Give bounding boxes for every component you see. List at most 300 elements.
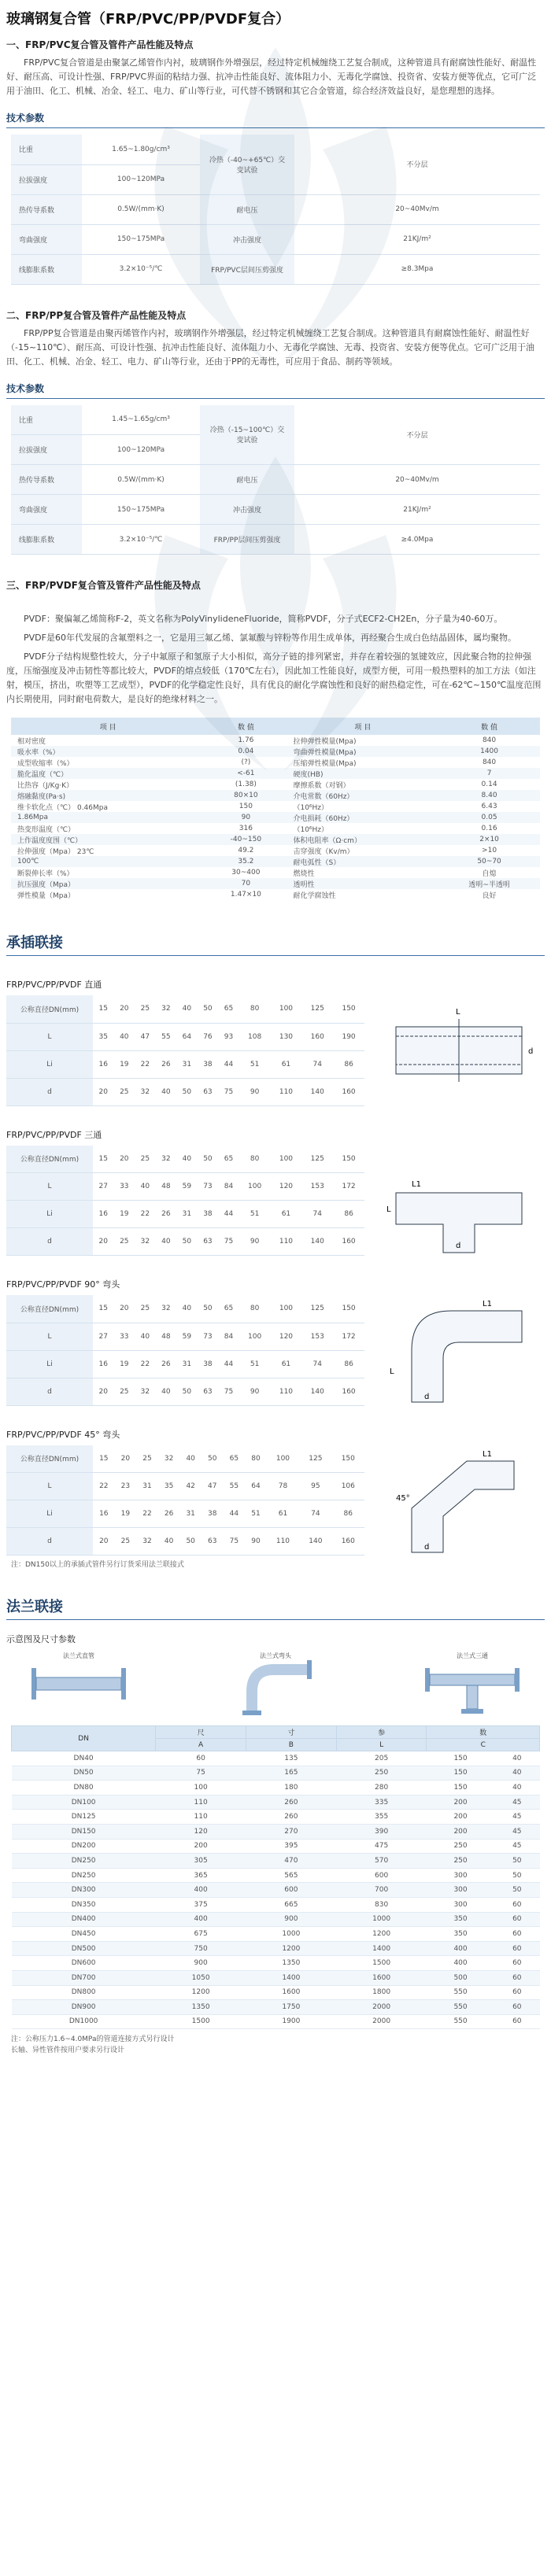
svg-text:L1: L1 [412, 1179, 421, 1189]
section-paragraph: PVDF分子结构规整性较大，分子中氟原子和氢原子大小相似，高分子链的排列紧密，并存在着较强的氢键效应，因此聚合物的拉伸强度，压缩强度及冲击韧性等都比较大，PVDF的熔点较低（170℃左右），因此加工性能良好，成型方便，可用一般热塑料的加工方法（如注射，模压，挤出，吹塑等工艺成型），PVDF的化学稳定性良好，具有优良的耐化学腐蚀性和良好的耐热稳定性，可在-62℃~150℃温度范围内长期使用，同时耐电荷数大，是良好的绝缘材料之一。 [6, 651, 542, 704]
table-cell: 140 [301, 1378, 333, 1405]
table-cell: 26 [156, 1050, 177, 1078]
svg-text:L: L [390, 1367, 394, 1376]
table-cell: 73 [198, 1173, 219, 1201]
column-header: B [246, 1739, 336, 1751]
table-cell: 90 [245, 1528, 267, 1556]
table-cell: 840 [482, 736, 497, 744]
table-cell: 抗压强度（Mpa） [11, 878, 205, 889]
table-cell: 63 [198, 1228, 219, 1256]
table-cell: 45 [494, 1824, 539, 1839]
table-cell: 51 [245, 1500, 267, 1528]
svg-text:d: d [424, 1542, 430, 1552]
socket-heading: 承插联接 [6, 935, 63, 951]
table-cell: 59 [176, 1323, 198, 1350]
table-cell: 31 [179, 1500, 202, 1528]
table-cell: 400 [427, 1941, 494, 1956]
table-row [6, 1323, 364, 1350]
table-cell: 400 [156, 1883, 246, 1898]
table-cell: 200 [156, 1839, 246, 1854]
row-header: 公称直径DN(mm) [6, 1146, 93, 1173]
flange-tee-icon [417, 1660, 527, 1715]
table-cell: DN50 [12, 1766, 156, 1781]
table-cell: 120 [271, 1323, 302, 1350]
table-cell: 200 [427, 1810, 494, 1825]
param-label: 热传导系数 [11, 465, 82, 495]
table-cell: 51 [239, 1201, 271, 1228]
param-value: 100~120MPa [82, 164, 200, 194]
table-cell: 16 [93, 1050, 114, 1078]
params-title: 技术参数 [6, 113, 45, 124]
table-cell: 31 [176, 1201, 198, 1228]
table-cell: 50 [176, 1228, 198, 1256]
table-cell: 2×10 [438, 834, 540, 845]
table-cell: 50 [494, 1854, 539, 1869]
column-header: L [336, 1739, 427, 1751]
table-cell: 260 [246, 1795, 336, 1810]
table-cell: 1200 [336, 1927, 427, 1942]
fitting-size-table [6, 995, 364, 1106]
table-cell: 40 [135, 1323, 156, 1350]
table-cell: DN800 [12, 1985, 156, 2000]
table-cell: 50 [198, 995, 219, 1023]
fitting-size-table [6, 1146, 364, 1257]
table-cell: DN350 [12, 1897, 156, 1912]
table-cell: 透明~半透明 [438, 878, 540, 889]
table-cell: 335 [336, 1795, 427, 1810]
table-cell: 75 [218, 1078, 239, 1105]
param-label: 耐电压 [200, 465, 294, 495]
table-cell: 相对密度 [17, 737, 46, 746]
table-cell: 50 [494, 1883, 539, 1898]
table-cell: DN125 [12, 1810, 156, 1825]
table-cell: 0.14 [481, 781, 497, 788]
table-cell: 19 [115, 1500, 137, 1528]
table-cell: 84 [218, 1323, 239, 1350]
param-value: ≥8.3Mpa [294, 254, 540, 284]
table-cell: 44 [218, 1050, 239, 1078]
table-row [6, 1350, 364, 1378]
table-cell: 50 [176, 1378, 198, 1405]
row-header: L [6, 1473, 93, 1500]
table-cell: 160 [301, 1023, 333, 1050]
table-cell: 1350 [156, 2000, 246, 2015]
section-paragraph: PVDF：聚偏氟乙烯简称F-2，英文名称为PolyVinylideneFluoride，简称PVDF，分子式ECF2-CH2En，分子量为40-60万。 [24, 614, 503, 624]
divider [6, 127, 545, 128]
table-cell: 38 [198, 1050, 219, 1078]
table-cell: 100℃ [11, 856, 205, 867]
table-cell: 42 [179, 1473, 202, 1500]
table-cell: 100 [267, 1445, 299, 1473]
table-cell: 31 [176, 1350, 198, 1378]
table-header-row [11, 718, 540, 735]
flange-figures [0, 1645, 551, 1716]
table-cell: 200 [427, 1795, 494, 1810]
param-value: 150~175MPa [82, 224, 200, 254]
table-cell: 1050 [156, 1970, 246, 1985]
table-cell: 100 [271, 1146, 302, 1173]
table-body [11, 735, 540, 900]
table-row [6, 1500, 364, 1528]
table-cell: 73 [198, 1323, 219, 1350]
param-value: 3.2×10⁻⁵/℃ [82, 525, 200, 555]
table-cell: 1900 [246, 2014, 336, 2029]
param-label: 冷热（-15~100℃）交变试验 [200, 405, 294, 465]
table-cell: 2000 [336, 2000, 427, 2015]
table-cell: 1200 [156, 1985, 246, 2000]
table-cell: DN900 [12, 2000, 156, 2015]
table-cell: 600 [336, 1868, 427, 1883]
params-table [11, 405, 540, 555]
table-cell: 16 [93, 1350, 114, 1378]
table-cell: 150 [333, 1146, 364, 1173]
table-row [11, 845, 540, 856]
table-cell: 130 [271, 1023, 302, 1050]
table-cell: 48 [156, 1323, 177, 1350]
table-cell: 205 [336, 1751, 427, 1766]
table-cell: 550 [427, 2000, 494, 2015]
table-cell: 63 [198, 1378, 219, 1405]
table-cell: 40 [114, 1023, 135, 1050]
table-cell: 25 [115, 1528, 137, 1556]
table-cell: 63 [202, 1528, 224, 1556]
table-cell: 1600 [246, 1985, 336, 2000]
table-cell: 150 [333, 995, 364, 1023]
table-row [12, 1927, 540, 1942]
table-cell: 1750 [246, 2000, 336, 2015]
table-row [6, 1378, 364, 1405]
table-cell: 50 [198, 1146, 219, 1173]
table-row [12, 1795, 540, 1810]
table-cell: DN100 [12, 1795, 156, 1810]
row-header: d [6, 1228, 93, 1256]
table-cell: 60 [494, 1941, 539, 1956]
table-cell: 93 [218, 1023, 239, 1050]
table-cell: 47 [202, 1473, 224, 1500]
table-cell: 600 [246, 1883, 336, 1898]
table-cell: 150 [239, 803, 253, 810]
table-cell: 65 [218, 995, 239, 1023]
table-cell: 90 [239, 1078, 271, 1105]
table-cell: 153 [301, 1173, 333, 1201]
param-value: ≥4.0Mpa [294, 525, 540, 555]
table-cell: 400 [156, 1912, 246, 1927]
table-cell: 断裂伸长率（%） [17, 869, 74, 878]
table-cell: 160 [333, 1228, 364, 1256]
table-cell: 26 [156, 1350, 177, 1378]
table-cell: 95 [299, 1473, 331, 1500]
divider [6, 398, 545, 399]
fitting-diagram-icon [380, 1445, 538, 1556]
table-cell: 40 [156, 1378, 177, 1405]
svg-text:L1: L1 [483, 1300, 492, 1308]
table-row [11, 812, 540, 823]
fitting-size-table [6, 1445, 364, 1556]
table-cell: 80 [245, 1445, 267, 1473]
table-cell: 165 [246, 1766, 336, 1781]
column-header: 寸 [246, 1726, 336, 1739]
table-cell: 49.2 [238, 847, 254, 854]
table-cell: 75 [156, 1766, 246, 1781]
table-row [11, 194, 540, 224]
group-body [0, 1141, 551, 1257]
table-row [12, 1970, 540, 1985]
table-cell: 压缩弹性模量(Mpa) [293, 759, 357, 768]
table-cell: 100 [239, 1323, 271, 1350]
table-cell: 熔融黏度(Pa·s) [11, 790, 205, 801]
figure-label: 法兰式三通 [457, 1652, 488, 1659]
table-cell: 120 [271, 1173, 302, 1201]
table-cell: 32 [156, 1146, 177, 1173]
table-cell: 27 [93, 1323, 114, 1350]
param-value: 0.5W/(mm·K) [82, 465, 200, 495]
table-cell: 74 [301, 1201, 333, 1228]
table-cell: 6.43 [481, 803, 497, 810]
table-cell: 86 [333, 1050, 364, 1078]
note-line: 长轴、异性管件按用户要求另行设计 [11, 2046, 125, 2055]
table-cell: 570 [336, 1854, 427, 1869]
table-cell: 390 [336, 1824, 427, 1839]
table-cell: 40 [494, 1751, 539, 1766]
param-value: 0.5W/(mm·K) [82, 194, 200, 224]
table-cell: 280 [336, 1781, 427, 1795]
table-cell: 840 [482, 758, 497, 766]
group-title: FRP/PVC/PP/PVDF 三通 [6, 1129, 102, 1140]
table-cell: 84 [218, 1173, 239, 1201]
table-cell: (?) [241, 758, 251, 766]
table-cell: 22 [135, 1201, 156, 1228]
table-cell: 80 [239, 1146, 271, 1173]
param-value: 不分层 [294, 405, 540, 465]
socket-note: 注：DN150以上的承插式管件另行订货采用法兰联接式 [11, 1561, 184, 1569]
table-cell: 25 [135, 1295, 156, 1323]
column-header: 数 [427, 1726, 540, 1739]
table-cell: 体积电阻率（Ω·cm） [287, 834, 438, 845]
table-cell: 110 [271, 1378, 302, 1405]
table-cell: 20 [93, 1378, 114, 1405]
svg-text:d: d [424, 1393, 430, 1401]
table-cell: 20 [93, 1228, 114, 1256]
table-cell: 50 [202, 1445, 224, 1473]
table-cell: 90 [205, 812, 287, 823]
table-row [12, 1766, 540, 1781]
table-cell: 7 [438, 768, 540, 779]
table-cell: 61 [271, 1350, 302, 1378]
table-cell: 106 [332, 1473, 364, 1500]
table-row [6, 1228, 364, 1256]
table-row [12, 1941, 540, 1956]
table-row [12, 1985, 540, 2000]
table-row [6, 1528, 364, 1556]
table-cell: 300 [427, 1883, 494, 1898]
socket-groups [0, 978, 551, 1556]
table-cell: 270 [246, 1824, 336, 1839]
fitting-size-table [6, 1295, 364, 1406]
param-value: 100~120MPa [82, 435, 200, 465]
table-cell: 32 [158, 1445, 180, 1473]
table-cell: 250 [336, 1766, 427, 1781]
table-cell: 44 [218, 1201, 239, 1228]
table-row [11, 779, 540, 790]
table-row [11, 525, 540, 555]
flange-straight-pipe-icon [24, 1660, 134, 1707]
row-header: 公称直径DN(mm) [6, 995, 93, 1023]
svg-text:45°: 45° [396, 1493, 410, 1503]
table-cell: 25 [114, 1228, 135, 1256]
column-header: C [427, 1739, 540, 1751]
table-cell: 26 [158, 1500, 180, 1528]
table-cell: 介电常数（60Hz） [287, 790, 438, 801]
table-cell: 900 [246, 1912, 336, 1927]
table-row [11, 801, 540, 812]
row-header: Li [6, 1500, 93, 1528]
table-cell: 介电损耗（60Hz） [287, 812, 438, 823]
table-cell: 350 [427, 1927, 494, 1942]
table-row [6, 1445, 364, 1473]
table-cell: 1200 [246, 1941, 336, 1956]
table-cell: 50 [179, 1528, 202, 1556]
table-cell: 0.16 [481, 825, 497, 832]
param-label: 比重 [11, 135, 82, 164]
section-heading: 二、FRP/PP复合管及管件产品性能及特点 [6, 309, 187, 321]
section-paragraph: FRP/PVC复合管道是由聚氯乙烯管作内衬，玻璃钢作外增强层，经过特定机械缠绕工艺复合制成，这种管道具有耐腐蚀性能好、耐温性好、耐压高、可设计性强、FRP/PVC界面的粘结力强、抗冲击性能良好、流体阻力小、无毒化学腐蚀、投资省、安装方便等优点，它可广泛用于油田、化工、机械、冶金、轻工、电力、矿山等行业，可代替不锈钢和其它合金管道，综合经济效益良好，是您理想的选择。 [6, 57, 537, 96]
table-cell: 22 [135, 1350, 156, 1378]
table-cell: 61 [271, 1201, 302, 1228]
table-row [11, 823, 540, 834]
table-row [6, 995, 364, 1023]
table-cell: 1.86Mpa [11, 812, 205, 823]
table-cell: 172 [333, 1173, 364, 1201]
fitting-diagram-icon [380, 995, 538, 1105]
table-cell: 110 [271, 1078, 302, 1105]
table-cell: 70 [205, 878, 287, 889]
table-cell: 160 [333, 1078, 364, 1105]
table-cell: 470 [246, 1854, 336, 1869]
table-cell: 200 [427, 1824, 494, 1839]
table-cell: 65 [224, 1445, 246, 1473]
table-row [6, 1473, 364, 1500]
table-cell: 1.76 [238, 736, 254, 744]
table-cell: 160 [333, 1378, 364, 1405]
table-cell: DN600 [12, 1956, 156, 1971]
param-value: 不分层 [294, 135, 540, 194]
table-cell: 良好 [482, 891, 497, 900]
table-cell: 45 [494, 1839, 539, 1854]
table-row [11, 889, 540, 900]
table-cell: 74 [299, 1500, 331, 1528]
table-cell: 60 [494, 1897, 539, 1912]
row-header: Li [6, 1050, 93, 1078]
table-cell: 35.2 [205, 856, 287, 867]
table-cell: 1500 [336, 1956, 427, 1971]
flange-heading: 法兰联接 [6, 1599, 63, 1615]
table-cell: 60 [494, 1985, 539, 2000]
table-cell: -40~150 [205, 834, 287, 845]
table-cell: 125 [301, 995, 333, 1023]
table-cell: 40 [158, 1528, 180, 1556]
table-cell: 316 [239, 825, 253, 832]
table-cell: 65 [218, 1146, 239, 1173]
table-cell: 1600 [336, 1970, 427, 1985]
table-cell: 1000 [336, 1912, 427, 1927]
table-cell: 弹性模量（Mpa） [17, 891, 75, 900]
table-cell: 32 [135, 1378, 156, 1405]
table-cell: 50 [494, 1868, 539, 1883]
table-cell: 150 [427, 1766, 494, 1781]
table-cell: 26 [156, 1201, 177, 1228]
table-cell: 45 [494, 1810, 539, 1825]
table-cell: （10⁶Hz） [293, 803, 329, 812]
table-cell: 355 [336, 1810, 427, 1825]
table-cell: 665 [246, 1897, 336, 1912]
param-value: 20~40Mv/m [294, 194, 540, 224]
table-cell: 耐电弧性（S） [287, 856, 438, 867]
table-cell: 比热容（J/Kg·K） [17, 781, 74, 790]
column-header: 尺 [156, 1726, 246, 1739]
table-cell: 40 [156, 1228, 177, 1256]
table-cell: 22 [135, 1050, 156, 1078]
param-label: 比重 [11, 405, 82, 435]
table-row [11, 465, 540, 495]
param-value: 1.45~1.65g/cm³ [82, 405, 200, 435]
pvdf-properties-table [11, 718, 540, 900]
table-cell: DN500 [12, 1941, 156, 1956]
table-cell: 74 [301, 1050, 333, 1078]
table-cell: 33 [114, 1323, 135, 1350]
table-cell: 25 [114, 1078, 135, 1105]
table-cell: 750 [156, 1941, 246, 1956]
table-cell: 自熄 [482, 869, 497, 878]
table-cell: 60 [494, 1912, 539, 1927]
table-cell: 86 [333, 1350, 364, 1378]
table-row [12, 1897, 540, 1912]
table-cell: 35 [93, 1023, 114, 1050]
table-cell: 16 [93, 1201, 114, 1228]
table-cell: 59 [176, 1173, 198, 1201]
flange-notes [0, 2029, 551, 2056]
section-paragraph: FRP/PP复合管道是由聚丙烯管作内衬，玻璃钢作外增强层，经过特定机械缠绕工艺复合制成。这种管道具有耐腐蚀性能好、耐温性好（-15~110℃）、耐压高、可设计性强、抗冲击性能良好、流体阻力小、无毒化学腐蚀、无毒、投资省、安装方便等优点。它可广泛用于油田、化工、机械、冶金、轻工、电力、矿山等行业，还由于PP的无毒性，可应用于食品、制药等领域。 [6, 327, 535, 367]
table-cell: 61 [271, 1050, 302, 1078]
table-cell: 150 [427, 1781, 494, 1795]
table-cell: 31 [176, 1050, 198, 1078]
table-cell: 25 [135, 1146, 156, 1173]
table-cell: 16 [93, 1500, 115, 1528]
table-cell: 305 [156, 1854, 246, 1869]
table-cell: 上作温度度围（℃） [11, 834, 205, 845]
row-header: d [6, 1528, 93, 1556]
table-cell: 20 [115, 1445, 137, 1473]
param-label: 弯曲强度 [11, 224, 82, 254]
row-header: Li [6, 1350, 93, 1378]
table-row [11, 746, 540, 757]
table-cell: 22 [93, 1473, 115, 1500]
table-cell: 120 [156, 1824, 246, 1839]
table-cell: 45 [494, 1795, 539, 1810]
table-cell: 0.04 [205, 746, 287, 757]
table-cell: 22 [136, 1500, 158, 1528]
table-row [12, 2000, 540, 2015]
table-cell: 32 [156, 995, 177, 1023]
param-value: 20~40Mv/m [294, 465, 540, 495]
table-cell: 40 [176, 1146, 198, 1173]
table-cell: 110 [156, 1810, 246, 1825]
table-cell: DN700 [12, 1970, 156, 1985]
table-cell: 20 [93, 1528, 115, 1556]
table-cell: 51 [239, 1350, 271, 1378]
group-title: FRP/PVC/PP/PVDF 90° 弯头 [6, 1279, 120, 1290]
param-label: 热传导系数 [11, 194, 82, 224]
table-cell: 1500 [156, 2014, 246, 2029]
